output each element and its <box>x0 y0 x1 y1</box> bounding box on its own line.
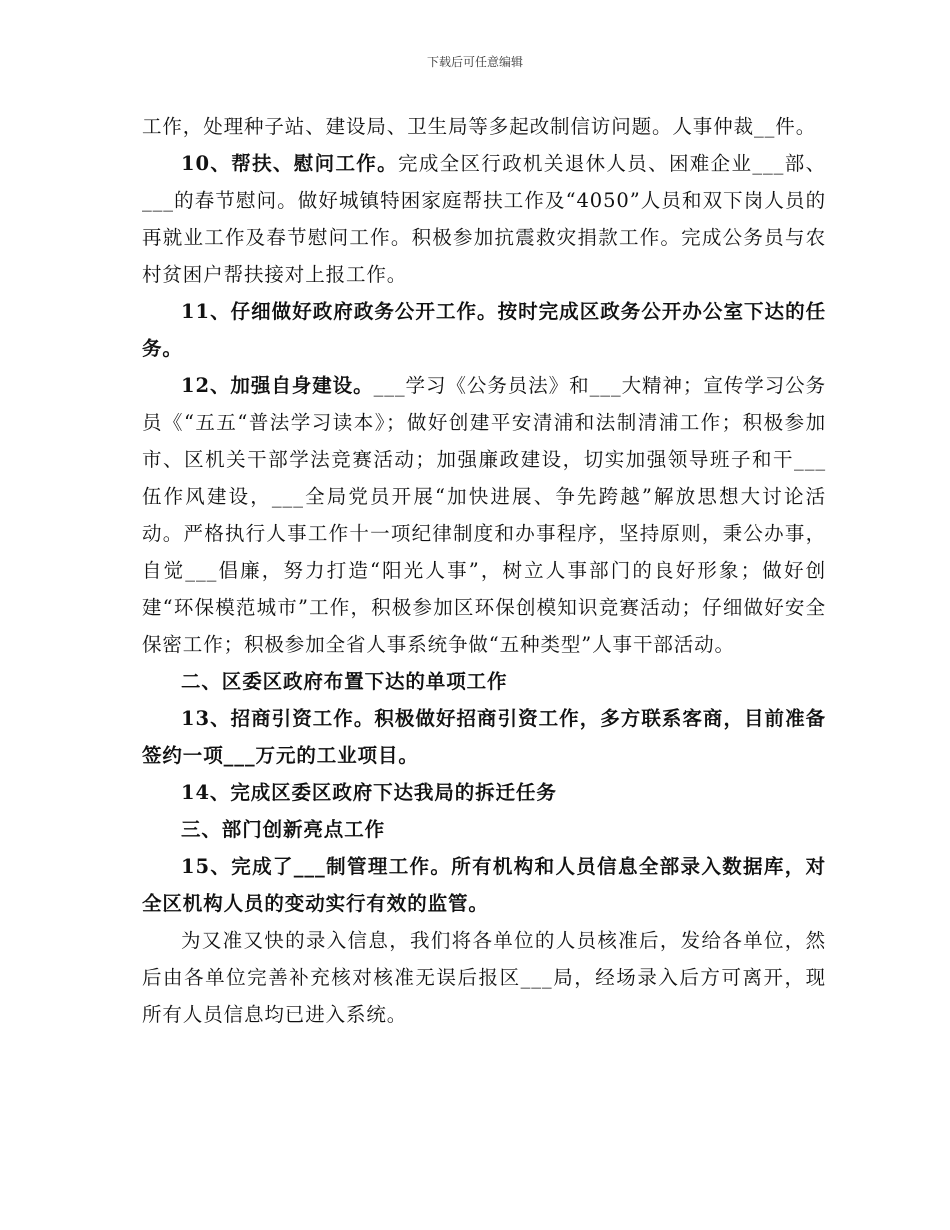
paragraph-heading: 12、加强自身建设。 <box>181 374 374 397</box>
section-heading-2 <box>142 663 826 700</box>
paragraph-closing <box>142 922 826 1033</box>
paragraph-item-13 <box>142 700 826 774</box>
document-body <box>142 108 826 1033</box>
paragraph-heading: 15、完成了___制管理工作。所有机构和人员信息全部录入数据库，对全区机构人员的变动实行有效的监管。 <box>142 855 826 915</box>
paragraph-text: 为又准又快的录入信息，我们将各单位的人员核准后，发给各单位，然后由各单位完善补充核对核准无误后报区___局，经场录入后方可离开，现所有人员信息均已进入系统。 <box>142 929 826 1026</box>
section-heading-text: 二、区委区政府布置下达的单项工作 <box>181 670 508 693</box>
paragraph-item-12 <box>142 367 826 663</box>
paragraph-heading: 14、完成区委区政府下达我局的拆迁任务 <box>181 781 557 804</box>
paragraph-text: 工作，处理种子站、建设局、卫生局等多起改制信访问题。人事仲裁__件。 <box>142 115 817 138</box>
paragraph-heading: 10、帮扶、慰问工作。 <box>181 152 398 175</box>
paragraph-heading: 11、仔细做好政府政务公开工作。按时完成区政务公开办公室下达的任务。 <box>142 300 826 360</box>
paragraph-item-15 <box>142 848 826 922</box>
section-heading-3 <box>142 811 826 848</box>
paragraph-text: ___学习《公务员法》和___大精神；宣传学习公务员《“五五“普法学习读本》；做好创建平安清浦和法制清浦工作；积极参加市、区机关干部学法竞赛活动；加强廉政建设，切实加强领导班子和干___伍作风建设，___全局党员开展“加快进展、争先跨越”解放思想大讨论活动。严格执行人事工作十一项纪律制度和办事程序，坚持原则，秉公办事，自觉___倡廉，努力打造“阳光人事”，树立人事部门的良好形象；做好创建“环保模范城市”工作，积极参加区环保创模知识竞赛活动；仔细做好安全保密工作；积极参加全省人事系统争做“五种类型”人事干部活动。 <box>142 374 826 656</box>
paragraph-heading: 13、招商引资工作。积极做好招商引资工作，多方联系客商，目前准备签约一项___万元的工业项目。 <box>142 707 826 767</box>
paragraph-continuation <box>142 108 826 145</box>
section-heading-text: 三、部门创新亮点工作 <box>181 818 386 841</box>
paragraph-text: 完成全区行政机关退休人员、困难企业___部、___的春节慰问。做好城镇特困家庭帮扶工作及“4050”人员和双下岗人员的再就业工作及春节慰问工作。积极参加抗震救灾捐款工作。完成公务员与农村贫困户帮扶接对上报工作。 <box>142 152 826 286</box>
paragraph-item-11 <box>142 293 826 367</box>
page-header: 下载后可任意编辑 <box>426 55 523 69</box>
paragraph-item-10 <box>142 145 826 293</box>
paragraph-item-14 <box>142 774 826 811</box>
